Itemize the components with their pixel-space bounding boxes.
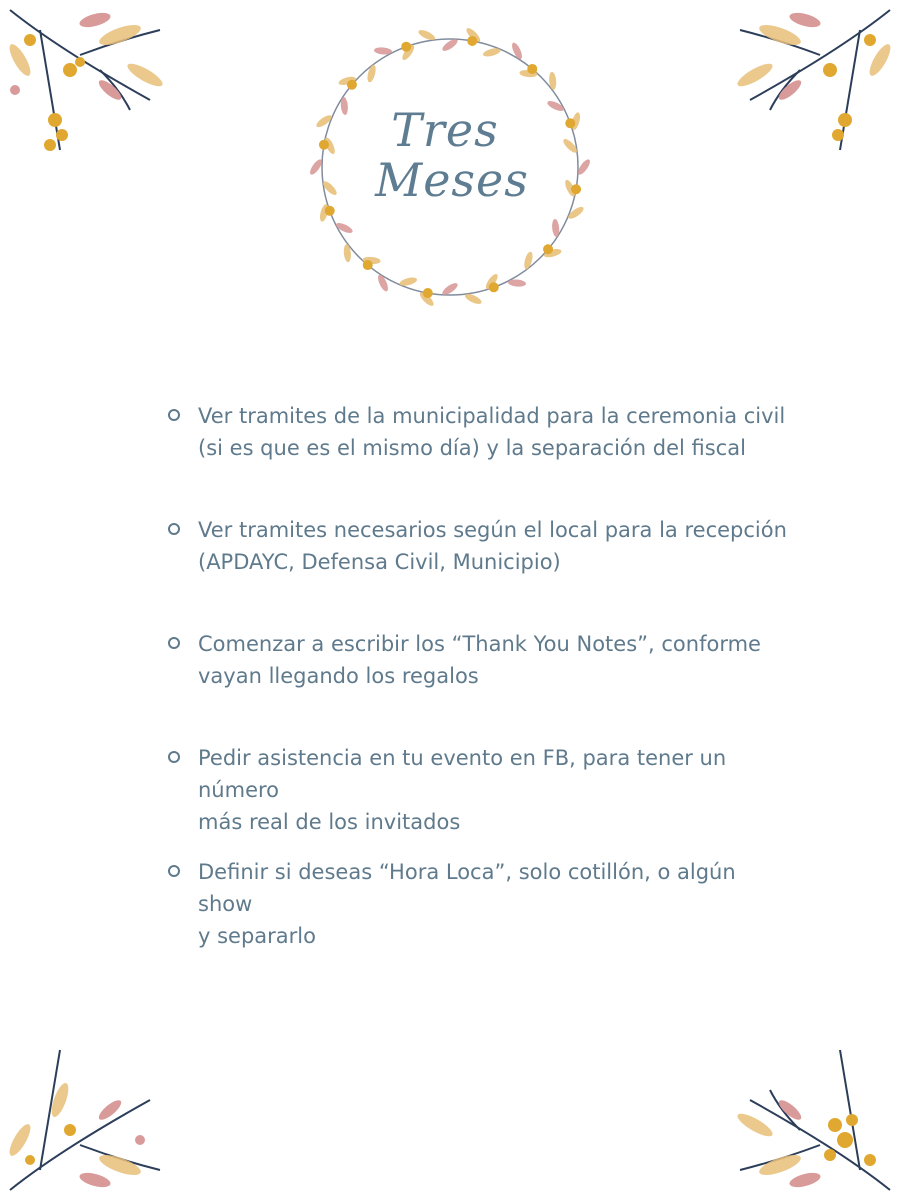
page-title-line-1: Tres bbox=[391, 103, 499, 157]
checklist-item-line-2: vayan llegando los regalos bbox=[198, 664, 479, 688]
checklist-item bbox=[168, 400, 788, 514]
wreath-flower bbox=[543, 244, 553, 254]
checklist-item-line-2: y separarlo bbox=[198, 924, 316, 948]
wreath-flower bbox=[423, 288, 433, 298]
checklist-item bbox=[168, 742, 788, 856]
wreath-flower bbox=[347, 80, 357, 90]
checklist-item-line-1: Definir si deseas “Hora Loca”, solo cotillón, o algún show bbox=[198, 860, 736, 916]
wreath-flower bbox=[325, 206, 335, 216]
checklist-item-line-1: Ver tramites necesarios según el local para la recepción bbox=[198, 518, 787, 542]
page-title-line-2: Meses bbox=[375, 153, 529, 207]
wreath-flower bbox=[527, 64, 537, 74]
checklist-item-line-2: (APDAYC, Defensa Civil, Municipio) bbox=[198, 550, 561, 574]
bullet-circle-icon bbox=[168, 637, 180, 649]
bullet-circle-icon bbox=[168, 865, 180, 877]
bullet-circle-icon bbox=[168, 751, 180, 763]
floral-corner-bottom-left-icon bbox=[0, 1030, 170, 1200]
floral-corner-bottom-right-icon bbox=[730, 1030, 900, 1200]
wreath-flower bbox=[363, 260, 373, 270]
page-title bbox=[300, 105, 600, 205]
checklist-item-line-1: Ver tramites de la municipalidad para la ceremonia civil bbox=[198, 404, 786, 428]
checklist-item-line-2: más real de los invitados bbox=[198, 810, 461, 834]
checklist-item-line-1: Comenzar a escribir los “Thank You Notes”, conforme bbox=[198, 632, 761, 656]
title-wreath bbox=[300, 25, 600, 310]
checklist-item bbox=[168, 514, 788, 628]
checklist-item-line-1: Pedir asistencia en tu evento en FB, para tener un número bbox=[198, 746, 727, 802]
wreath-flower bbox=[467, 36, 477, 46]
checklist-item bbox=[168, 856, 788, 970]
checklist bbox=[168, 400, 788, 970]
floral-corner-top-right-icon bbox=[730, 0, 900, 170]
wreath-leaf bbox=[523, 251, 534, 270]
wreath-flower bbox=[489, 282, 499, 292]
wreath-leaf bbox=[366, 64, 377, 83]
bullet-circle-icon bbox=[168, 409, 180, 421]
checklist-item-line-2: (si es que es el mismo día) y la separación del fiscal bbox=[198, 436, 746, 460]
floral-corner-top-left-icon bbox=[0, 0, 170, 170]
wreath-flower bbox=[401, 42, 411, 52]
bullet-circle-icon bbox=[168, 523, 180, 535]
checklist-item bbox=[168, 628, 788, 742]
